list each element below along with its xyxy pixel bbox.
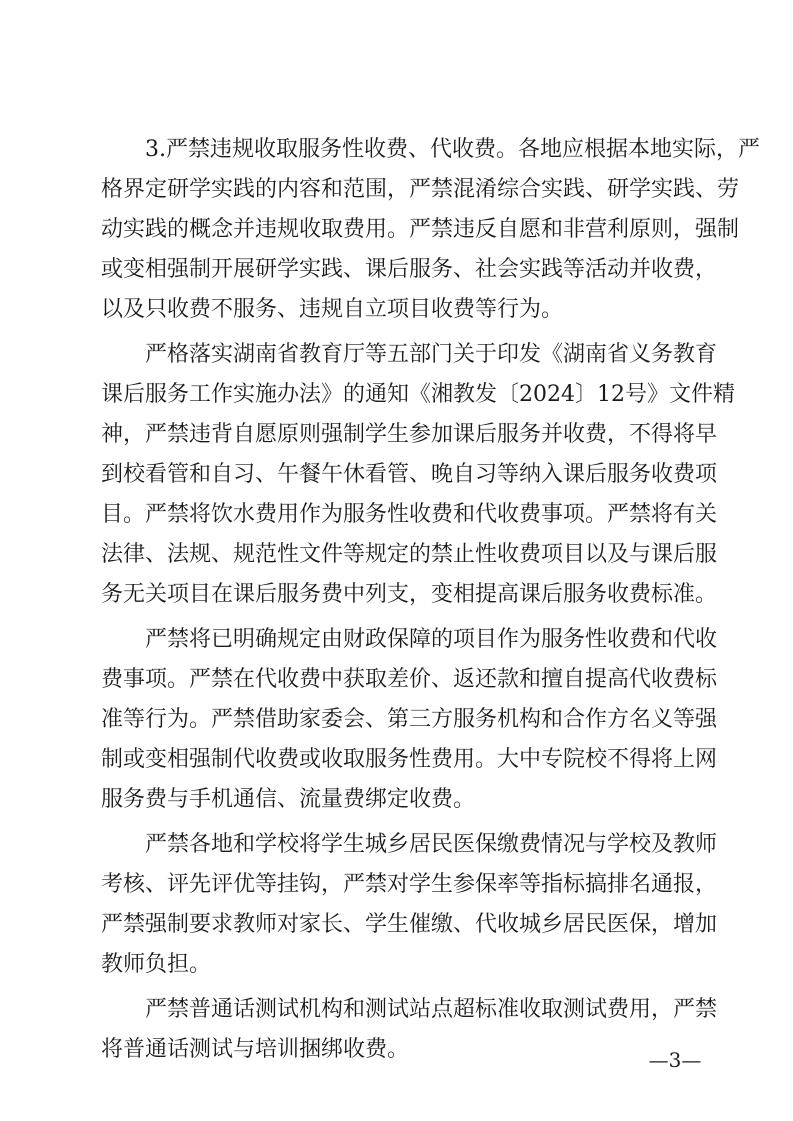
- paragraph-line: 或变相强制开展研学实践、课后服务、社会实践等活动并收费，: [101, 257, 718, 282]
- paragraph: [101, 335, 735, 615]
- paragraph-line: 严禁普通话测试机构和测试站点超标准收取测试费用，严禁: [145, 997, 718, 1022]
- paragraph-line: 严禁各地和学校将学生城乡居民医保缴费情况与学校及教师: [145, 832, 718, 857]
- paragraph: [101, 990, 718, 1070]
- paragraph: [101, 130, 760, 330]
- paragraph-line: 目。严禁将饮水费用作为服务性收费和代收费事项。严禁将有关: [101, 502, 718, 527]
- paragraph-line: 考核、评先评优等挂钩，严禁对学生参保率等指标搞排名通报，: [101, 872, 718, 897]
- paragraph-line: 3.严禁违规收取服务性收费、代收费。各地应根据本地实际，严: [145, 137, 760, 162]
- paragraph-line: 严禁将已明确规定由财政保障的项目作为服务性收费和代收: [145, 627, 718, 652]
- paragraph-line: 格界定研学实践的内容和范围，严禁混淆综合实践、研学实践、劳: [101, 177, 740, 202]
- paragraph-line: 务无关项目在课后服务费中列支，变相提高课后服务收费标准。: [101, 582, 718, 607]
- document-body: [101, 130, 760, 1075]
- paragraph-line: 神，严禁违背自愿原则强制学生参加课后服务并收费，不得将早: [101, 422, 718, 447]
- paragraph-line: 到校看管和自习、午餐午休看管、晚自习等纳入课后服务收费项: [101, 462, 718, 487]
- paragraph-line: 准等行为。严禁借助家委会、第三方服务机构和合作方名义等强: [101, 707, 718, 732]
- paragraph-line: 教师负担。: [101, 952, 212, 977]
- page-number: —3—: [648, 1048, 702, 1072]
- paragraph-line: 动实践的概念并违规收取费用。严禁违反自愿和非营利原则，强制: [101, 217, 740, 242]
- paragraph-line: 以及只收费不服务、违规自立项目收费等行为。: [101, 297, 564, 322]
- paragraph-line: 制或变相强制代收费或收取服务性费用。大中专院校不得将上网: [101, 747, 718, 772]
- paragraph: [101, 620, 718, 820]
- paragraph-line: 将普通话测试与培训捆绑收费。: [101, 1037, 410, 1062]
- paragraph-line: 服务费与手机通信、流量费绑定收费。: [101, 787, 476, 812]
- paragraph: [101, 825, 718, 985]
- paragraph-line: 严格落实湖南省教育厅等五部门关于印发《湖南省义务教育: [145, 342, 718, 367]
- paragraph-line: 费事项。严禁在代收费中获取差价、返还款和擅自提高代收费标: [101, 667, 718, 692]
- paragraph-line: 课后服务工作实施办法》的通知《湘教发〔2024〕12号》文件精: [101, 382, 735, 407]
- paragraph-line: 严禁强制要求教师对家长、学生催缴、代收城乡居民医保，增加: [101, 912, 718, 937]
- paragraph-line: 法律、法规、规范性文件等规定的禁止性收费项目以及与课后服: [101, 542, 718, 567]
